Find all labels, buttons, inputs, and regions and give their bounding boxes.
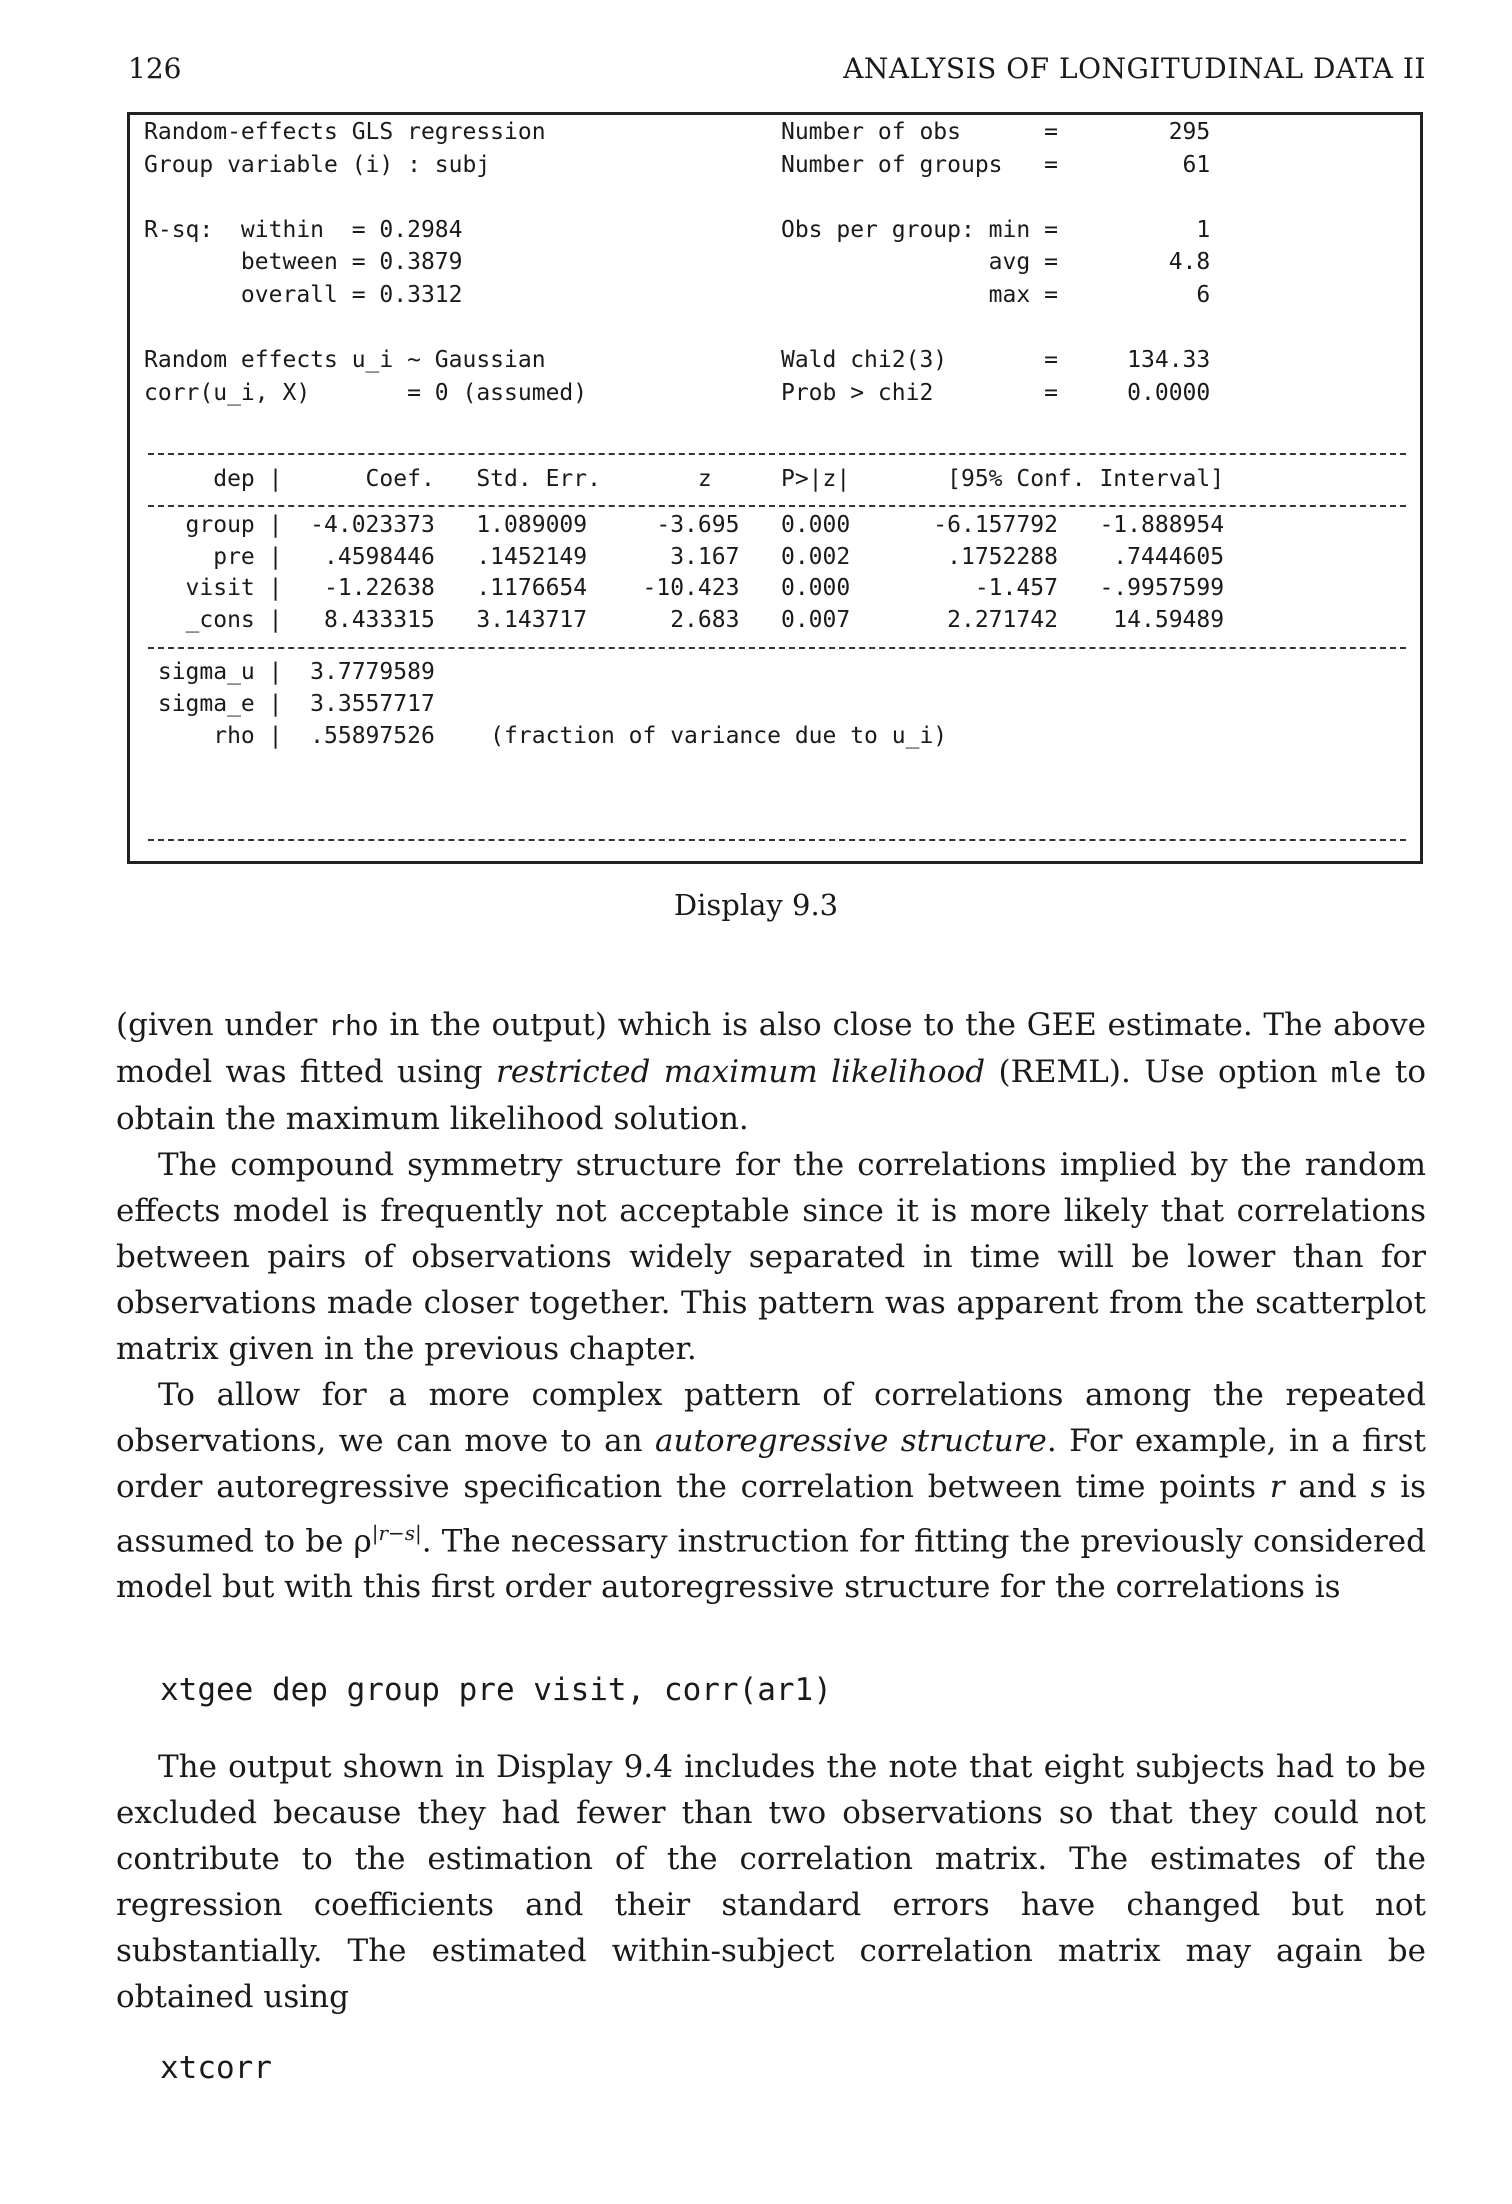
dashed-rule [148,647,1406,649]
paragraph-2: The compound symmetry structure for the correlations implied by the random effects model is frequently not acceptable since it is more likely that correlations between pairs of observations widely separated in time will be lower than for observations made closer together. This pattern was apparent from the scatterplot matrix given in the previous chapter. [116,1147,1426,1367]
body-text-upper [116,1002,1426,1610]
paragraph-1 [116,1002,1426,1142]
emphasis: s [1370,1469,1387,1505]
paragraph-3 [116,1372,1426,1610]
text-run: To allow for a more complex pattern of correlations among the repeated observations, we can move to an [116,1377,1426,1459]
running-head [128,52,1426,92]
body-text-lower [116,1744,1426,2020]
text-run: (REML). Use option [985,1054,1331,1090]
dashed-rule [148,839,1406,841]
table-row: _cons | 8.433315 3.143717 2.683 0.007 2.271742 14.59489 [144,606,1225,633]
text-run: in the output) which is also close to the GEE estimate. The above model was fitted using [116,1007,1426,1090]
dashed-rule [148,453,1406,455]
text-run: is assumed to be ρ [116,1469,1426,1560]
text-run: . For example, in a first order autoregressive specification the correlation between time points [116,1423,1426,1505]
emphasis: autoregressive structure [655,1423,1047,1459]
inline-code: mle [1330,1056,1382,1089]
output-line: corr(u_i, X) = 0 (assumed) Prob > chi2 = 0.0000 [144,379,1211,406]
display-caption: Display 9.3 [673,888,839,922]
page-number: 126 [128,52,182,85]
output-line: Random-effects GLS regression Number of obs = 295 [144,119,1211,145]
emphasis: restricted maximum likelihood [496,1054,986,1090]
variance-row: sigma_u | 3.7779589 [144,659,435,685]
text-run: to obtain the maximum likelihood solution. [116,1054,1426,1137]
text-run: . The necessary instruction for fitting the previously considered model but with this first order autoregressive structure for the correlations is [116,1523,1426,1606]
running-title: ANALYSIS OF LONGITUDINAL DATA II [843,52,1426,85]
text-run: (given under [116,1007,329,1043]
superscript: |r−s| [371,1521,422,1545]
command-xtcorr: xtcorr [160,2050,272,2086]
dashed-rule [148,505,1406,507]
table-row: group | -4.023373 1.089009 -3.695 0.000 -6.157792 -1.888954 [144,512,1225,538]
table-header: dep | Coef. Std. Err. z P>|z| [95% Conf. Interval] [144,466,1225,492]
emphasis: r [1269,1469,1285,1505]
variance-row: sigma_e | 3.3557717 [144,691,435,717]
output-line: Group variable (i) : subj Number of groups = 61 [144,151,1211,178]
table-row: pre | .4598446 .1452149 3.167 0.002 .1752288 .7444605 [144,543,1225,570]
paragraph-4: The output shown in Display 9.4 includes the note that eight subjects had to be excluded because they had fewer than two observations so that they could not contribute to the estimation of the correlation matrix. The estimates of the regression coefficients and their standard errors have changed but not substantially. The estimated within-subject correlation matrix may again be obtained using [116,1749,1426,2015]
output-line: between = 0.3879 avg = 4.8 [144,249,1211,276]
command-xtgee: xtgee dep group pre visit, corr(ar1) [160,1672,832,1708]
table-row: visit | -1.22638 .1176654 -10.423 0.000 -1.457 -.9957599 [144,575,1225,602]
output-line: R-sq: within = 0.2984 Obs per group: min = 1 [144,216,1211,243]
inline-code: rho [328,1009,379,1042]
output-line: overall = 0.3312 max = 6 [144,282,1211,308]
variance-row: rho | .55897526 (fraction of variance due to u_i) [144,723,948,749]
output-line: Random effects u_i ~ Gaussian Wald chi2(3) = 134.33 [144,347,1211,374]
text-run: and [1284,1469,1371,1505]
stata-output-box [127,112,1423,864]
